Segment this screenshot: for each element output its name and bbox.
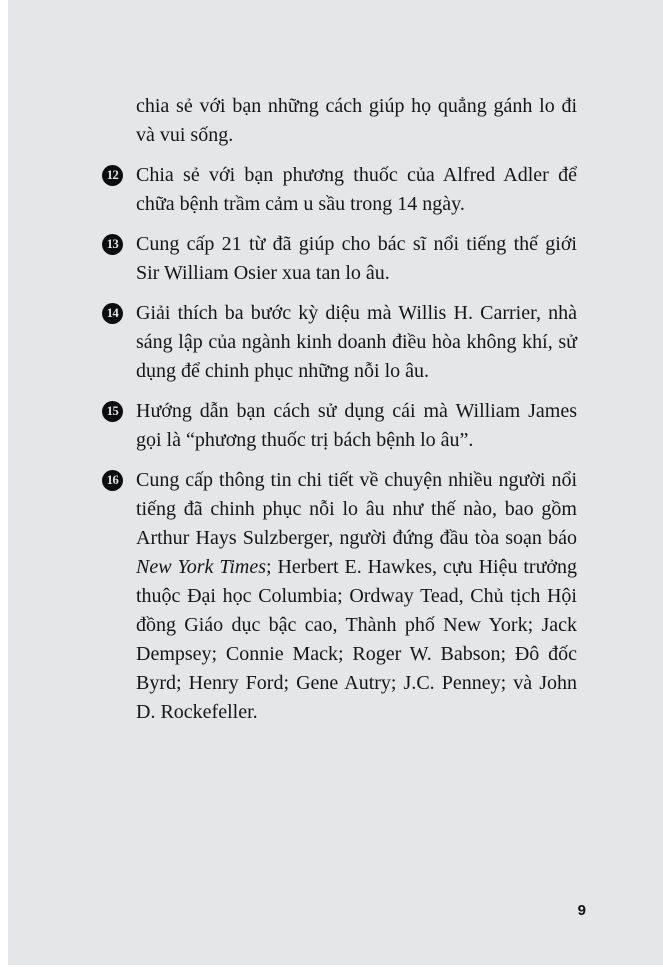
numbered-list	[106, 92, 577, 738]
item-text-segment: Chia sẻ với bạn phương thuốc của Alfred Adler để chữa bệnh trầm cảm u sầu trong 14 ngày.	[136, 164, 577, 215]
item-text-segment: chia sẻ với bạn những cách giúp họ quẳng gánh lo đi và vui sống.	[136, 95, 577, 146]
item-number-badge: 13	[102, 234, 123, 255]
item-number-badge: 15	[102, 401, 123, 422]
item-text	[136, 161, 577, 219]
list-item-continuation	[136, 92, 577, 150]
list-item-16	[106, 466, 577, 727]
item-text	[136, 230, 577, 288]
item-number-badge: 14	[102, 303, 123, 324]
item-text-segment: Giải thích ba bước kỳ diệu mà Willis H. Carrier, nhà sáng lập của ngành kinh doanh điều hòa không khí, sử dụng để chinh phục những nỗi lo âu.	[136, 302, 577, 382]
item-text-segment: ; Herbert E. Hawkes, cựu Hiệu trưởng thuộc Đại học Columbia; Ordway Tead, Chủ tịch Hội đồng Giáo dục bậc cao, Thành phố New York; Jack Dempsey; Connie Mack; Roger W. Babson; Đô đốc Byrd; Henry Ford; Gene Autry; J.C. Penney; và John D. Rockefeller.	[136, 556, 577, 723]
item-text	[136, 92, 577, 150]
item-text-segment: Cung cấp 21 từ đã giúp cho bác sĩ nổi tiếng thế giới Sir William Osier xua tan lo âu.	[136, 233, 577, 284]
list-item-12	[106, 161, 577, 219]
item-text-segment: Hướng dẫn bạn cách sử dụng cái mà William James gọi là “phương thuốc trị bách bệnh lo âu”.	[136, 400, 577, 451]
list-item-14	[106, 299, 577, 386]
item-text	[136, 397, 577, 455]
item-number-badge: 12	[102, 165, 123, 186]
list-item-15	[106, 397, 577, 455]
item-text	[136, 299, 577, 386]
item-text-segment: Cung cấp thông tin chi tiết về chuyện nhiều người nổi tiếng đã chinh phục nỗi lo âu như thế nào, bao gồm Arthur Hays Sulzberger, người đứng đầu tòa soạn báo	[136, 469, 577, 549]
page-number: 9	[577, 902, 586, 919]
item-text-italic-segment: New York Times	[136, 556, 267, 578]
item-number-badge: 16	[102, 470, 123, 491]
page-sheet	[8, 0, 663, 965]
item-text	[136, 466, 577, 727]
list-item-13	[106, 230, 577, 288]
